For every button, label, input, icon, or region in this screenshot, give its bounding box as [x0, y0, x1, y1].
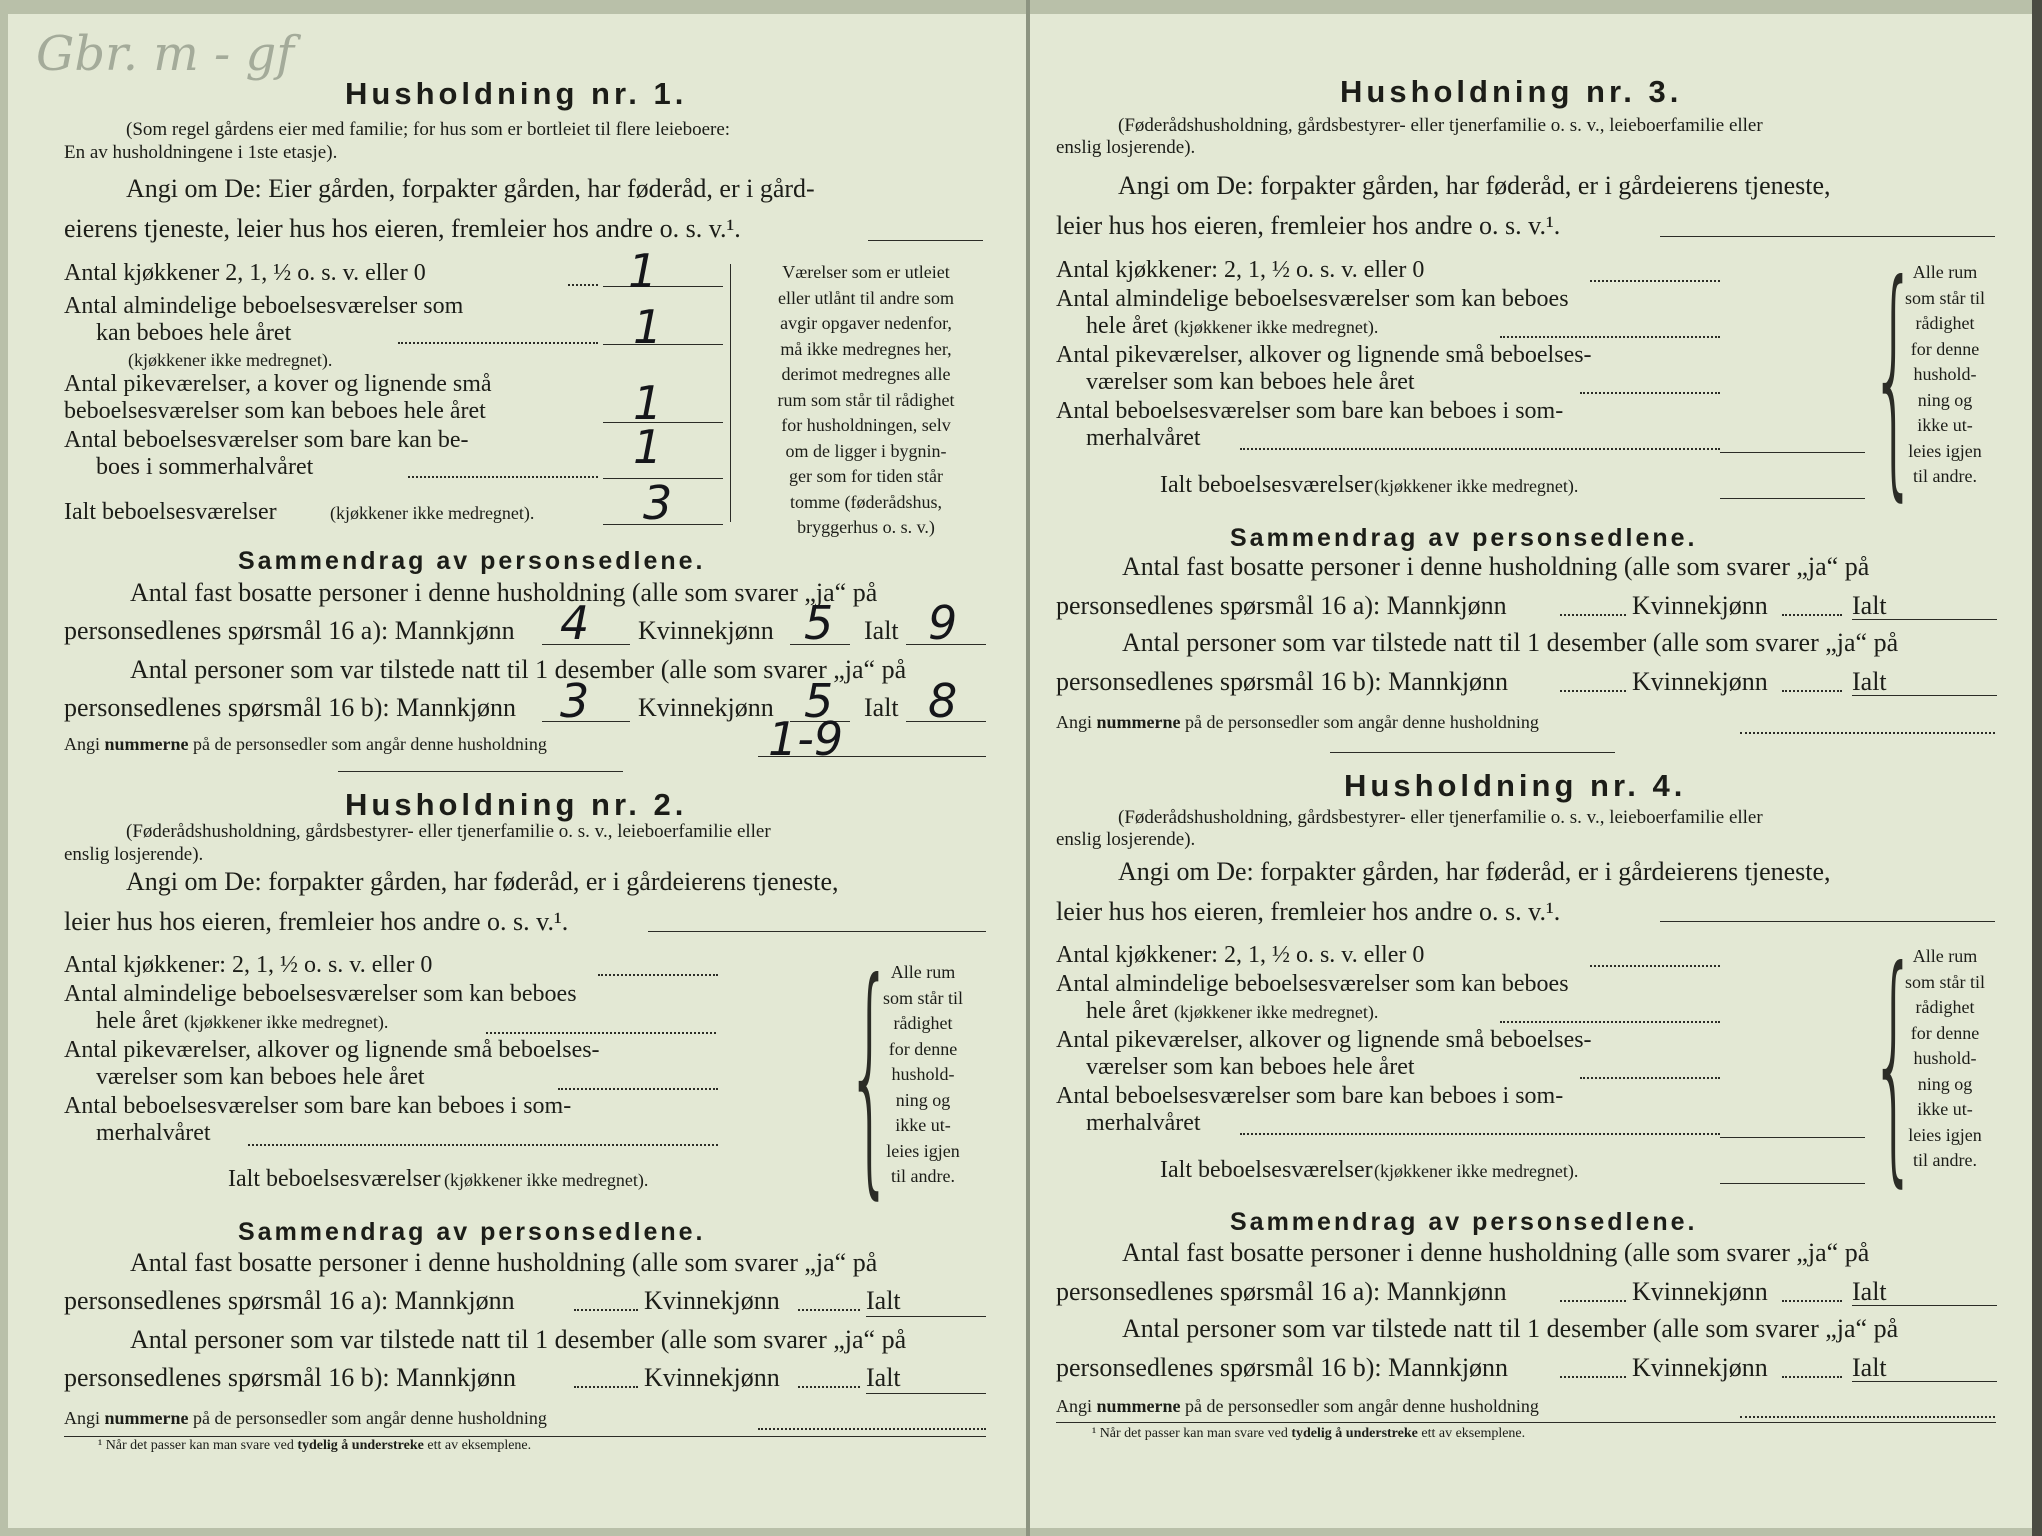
- household-4-s1-l1: Antal fast bosatte personer i denne husholdning (alle som svarer „ja“ på: [1122, 1238, 1870, 1267]
- household-3-s2-l2: personsedlenes spørsmål 16 b): Mannkjønn: [1056, 667, 1509, 696]
- household-4-side-note: Alle rum som står til rådighet for denne hushold- ning og ikke ut- leies igjen til andre.: [1905, 946, 1985, 1170]
- household-1-s2-female: 5: [804, 674, 834, 728]
- left-footnote: ¹ Når det passer kan man svare ved tydelig å understreke ett av eksemplene.: [98, 1438, 532, 1453]
- household-3-title: Husholdning nr. 3.: [1340, 74, 1683, 109]
- household-1-s1-female-label: Kvinnekjønn: [638, 616, 774, 645]
- household-1-side-note: Værelser som er utleiet eller utlånt til andre som avgir opgaver nedenfor, må ikke medregnes her, derimot medregnes alle rum som står til rådighet for husholdningen, selv om de ligger i bygnin- ger som for tiden står tomme (føderådshus, bryggerhus o. s. v.): [777, 262, 955, 537]
- household-4-s1-female-label: Kvinnekjønn: [1632, 1277, 1768, 1306]
- household-1-summer-value: 1: [633, 420, 663, 474]
- household-3-numbers: Angi nummerne på de personsedler som angår denne husholdning: [1056, 712, 1539, 732]
- household-2-s1-l1: Antal fast bosatte personer i denne husholdning (alle som svarer „ja“ på: [130, 1248, 878, 1277]
- household-3-small-label-1: Antal pikeværelser, alkover og lignende små beboelses-: [1056, 342, 1592, 368]
- household-4-total-label: Ialt beboelsesværelser: [1160, 1157, 1373, 1183]
- household-1-note-2: En av husholdningene i 1ste etasje).: [64, 142, 338, 163]
- household-1-numbers: Angi nummerne på de personsedler som angår denne husholdning: [64, 734, 547, 754]
- household-1-s2-l1: Antal personer som var tilstede natt til 1 desember (alle som svarer „ja“ på: [130, 655, 907, 684]
- household-2-side-note: Alle rum som står til rådighet for denne hushold- ning og ikke ut- leies igjen til andre.: [883, 962, 963, 1186]
- household-3-summer-label-2: merhalvåret: [1086, 425, 1201, 451]
- household-1-kitchens-value: 1: [628, 244, 658, 298]
- household-2-title: Husholdning nr. 2.: [345, 787, 688, 822]
- household-3-summer-label-1: Antal beboelsesværelser som bare kan beboes i som-: [1056, 398, 1564, 424]
- household-1-total-note: (kjøkkener ikke medregnet).: [330, 503, 535, 523]
- household-4-title: Husholdning nr. 4.: [1344, 768, 1687, 803]
- household-3-summary-title: Sammendrag av personsedlene.: [1230, 524, 1698, 552]
- household-3-total-note: (kjøkkener ikke medregnet).: [1374, 476, 1579, 496]
- household-3-s1-female-label: Kvinnekjønn: [1632, 591, 1768, 620]
- household-1-summary-title: Sammendrag av personsedlene.: [238, 547, 706, 575]
- household-4-s1-l2: personsedlenes spørsmål 16 a): Mannkjønn: [1056, 1277, 1507, 1306]
- household-3-separator: [1330, 752, 1615, 753]
- household-4-rooms-label-1: Antal almindelige beboelsesværelser som kan beboes: [1056, 971, 1569, 997]
- household-4-kitchens-label: Antal kjøkkener: 2, 1, ½ o. s. v. eller 0: [1056, 942, 1425, 968]
- household-1-s1-male: 4: [560, 596, 590, 650]
- household-1-small-label-2: beboelsesværelser som kan beboes hele året: [64, 398, 486, 424]
- household-2-question-2: leier hus hos eieren, fremleier hos andre o. s. v.¹.: [64, 907, 569, 936]
- household-1-rooms-note: (kjøkkener ikke medregnet).: [128, 350, 333, 370]
- household-1-summer-label-1: Antal beboelsesværelser som bare kan be-: [64, 427, 469, 453]
- household-1-s2-l2: personsedlenes spørsmål 16 b): Mannkjønn: [64, 693, 517, 722]
- household-2-summer-label-2: merhalvåret: [96, 1120, 211, 1146]
- household-1-s1-total: 9: [928, 596, 958, 650]
- household-2-note-2: enslig losjerende).: [64, 844, 204, 865]
- pencil-annotation: Gbr. m - gf: [36, 26, 294, 82]
- household-1-s1-total-label: Ialt: [864, 616, 899, 645]
- household-3-rooms-label-2: hele året (kjøkkener ikke medregnet).: [1086, 313, 1379, 339]
- household-1-s2-total-label: Ialt: [864, 693, 899, 722]
- household-4-s2-l2: personsedlenes spørsmål 16 b): Mannkjønn: [1056, 1353, 1509, 1382]
- household-4-summer-label-1: Antal beboelsesværelser som bare kan beboes i som-: [1056, 1083, 1564, 1109]
- right-footnote: ¹ Når det passer kan man svare ved tydelig å understreke ett av eksemplene.: [1092, 1426, 1526, 1441]
- household-4-small-label-2: værelser som kan beboes hele året: [1086, 1054, 1415, 1080]
- household-1-s2-total: 8: [928, 674, 958, 728]
- household-1-small-value: 1: [633, 376, 663, 430]
- household-3-small-label-2: værelser som kan beboes hele året: [1086, 369, 1415, 395]
- household-4-summary-title: Sammendrag av personsedlene.: [1230, 1208, 1698, 1236]
- household-4-question-1: Angi om De: forpakter gården, har føderåd, er i gårdeierens tjeneste,: [1118, 857, 1831, 886]
- household-3-s2-female-label: Kvinnekjønn: [1632, 667, 1768, 696]
- household-4-s2-female-label: Kvinnekjønn: [1632, 1353, 1768, 1382]
- household-4-small-label-1: Antal pikeværelser, alkover og lignende små beboelses-: [1056, 1027, 1592, 1053]
- household-1-question-1: Angi om De: Eier gården, forpakter gården, har føderåd, er i gård-: [126, 174, 815, 203]
- household-4-rooms-label-2: hele året (kjøkkener ikke medregnet).: [1086, 998, 1379, 1024]
- household-1-s2-female-label: Kvinnekjønn: [638, 693, 774, 722]
- household-2-small-label-1: Antal pikeværelser, alkover og lignende små beboelses-: [64, 1037, 600, 1063]
- household-2-s2-total-label: Ialt: [866, 1363, 901, 1392]
- household-2-small-label-2: værelser som kan beboes hele året: [96, 1064, 425, 1090]
- household-2-s2-l2: personsedlenes spørsmål 16 b): Mannkjønn: [64, 1363, 517, 1392]
- household-1-rooms-label-2: kan beboes hele året: [96, 320, 292, 346]
- household-1-kitchens-label: Antal kjøkkener 2, 1, ½ o. s. v. eller 0: [64, 260, 426, 286]
- household-1-s2-male: 3: [560, 674, 590, 728]
- household-3-s2-total-label: Ialt: [1852, 667, 1887, 696]
- household-2-s2-l1: Antal personer som var tilstede natt til 1 desember (alle som svarer „ja“ på: [130, 1325, 907, 1354]
- household-4-s1-total-label: Ialt: [1852, 1277, 1887, 1306]
- household-1-total-label: Ialt beboelsesværelser: [64, 499, 277, 525]
- household-1-small-label-1: Antal pikeværelser, a kover og lignende små: [64, 371, 492, 397]
- household-2-question-1: Angi om De: forpakter gården, har føderåd, er i gårdeierens tjeneste,: [126, 867, 839, 896]
- household-3-side-note: Alle rum som står til rådighet for denne hushold- ning og ikke ut- leies igjen til andre.: [1905, 262, 1985, 486]
- household-3-note-2: enslig losjerende).: [1056, 137, 1196, 158]
- household-1-rooms-label-1: Antal almindelige beboelsesværelser som: [64, 293, 464, 319]
- household-2-note-1: (Føderådshusholdning, gårdsbestyrer- eller tjenerfamilie o. s. v., leieboerfamilie eller: [126, 821, 771, 842]
- household-1-s1-l2: personsedlenes spørsmål 16 a): Mannkjønn: [64, 616, 515, 645]
- household-1-numbers-value: 1-9: [768, 712, 844, 766]
- household-3-question-2: leier hus hos eieren, fremleier hos andre o. s. v.¹.: [1056, 211, 1561, 240]
- household-4-numbers: Angi nummerne på de personsedler som angår denne husholdning: [1056, 1396, 1539, 1416]
- household-3-s1-l2: personsedlenes spørsmål 16 a): Mannkjønn: [1056, 591, 1507, 620]
- household-4-question-2: leier hus hos eieren, fremleier hos andre o. s. v.¹.: [1056, 897, 1561, 926]
- household-4-summer-label-2: merhalvåret: [1086, 1110, 1201, 1136]
- household-2-s1-l2: personsedlenes spørsmål 16 a): Mannkjønn: [64, 1286, 515, 1315]
- household-4-s2-l1: Antal personer som var tilstede natt til 1 desember (alle som svarer „ja“ på: [1122, 1314, 1899, 1343]
- household-2-s2-female-label: Kvinnekjønn: [644, 1363, 780, 1392]
- household-2-s1-total-label: Ialt: [866, 1286, 901, 1315]
- right-page: Husholdning nr. 3. (Føderådshusholdning, gårdsbestyrer- eller tjenerfamilie o. s. v., leieboerfamilie eller enslig losjerende). Angi om De: forpakter gården, har føderåd, er i gårdeierens tjeneste, leier hus hos eieren, fremleier hos andre o. s. v.¹. Antal kjøkkener: 2, 1, ½ o. s. v. eller 0 Antal almindelige beboelsesværelser som kan beboes hele året (kjøkkener ikke medregnet). Antal pikeværelser, alkover og lignende små beboelses- værelser som kan beboes hele året Antal beboelsesværelser som bare kan beboes i som- merhalvåret Ialt beboelsesværelser (kjøkkener ikke medregnet). { Alle rum som står til rådighet for denne hushold- ning og ikke ut- leies igjen til andre. Sammendrag av personsedlene. Antal fast bosatte personer i denne husholdning (alle som svarer „ja“ på personsedlenes spørsmål 16 a): Mannkjønn Kvinnekjønn Ialt Antal personer som var tilstede natt til 1 desember (alle som svarer „ja“ på personsedlenes spørsmål 16 b): Mannkjønn Kvinnekjønn Ialt Angi nummerne på de personsedler som angår denne husholdning Husholdning nr. 4. (Føderådshusholdning, gårdsbestyrer- eller tjenerfamilie o. s. v., leieboerfamilie eller enslig losjerende). Angi om De: forpakter gården, har føderåd, er i gårdeierens tjeneste, leier hus hos eieren, fremleier hos andre o. s. v.¹. Antal kjøkkener: 2, 1, ½ o. s. v. eller 0 Antal almindelige beboelsesværelser som kan beboes hele året (kjøkkener ikke medregnet). Antal pikeværelser, alkover og lignende små beboelses- værelser som kan beboes hele året Antal beboelsesværelser som bare kan beboes i som- merhalvåret Ialt beboelsesværelser (kjøkkener ikke medregnet). { Alle rum som står til rådighet for denne hushold- ning og ikke ut- leies igjen til andre. Sammendrag av personsedlene. Antal fast bosatte personer i denne husholdning (alle som svarer „ja“ på personsedlenes spørsmål 16 a): Mannkjønn Kvinnekjønn Ialt Antal personer som var tilstede natt til 1 desember (alle som svarer „ja“ på personsedlenes spørsmål 16 b): Mannkjønn Kvinnekjønn Ialt Angi nummerne på de personsedler som angår denne husholdning ¹ Når det passer kan man svare ved tydelig å understreke ett av eksemplene.: [1030, 14, 2032, 1528]
- household-3-question-1: Angi om De: forpakter gården, har føderåd, er i gårdeierens tjeneste,: [1118, 171, 1831, 200]
- household-1-s1-l1: Antal fast bosatte personer i denne husholdning (alle som svarer „ja“ på: [130, 578, 878, 607]
- household-2-summary-title: Sammendrag av personsedlene.: [238, 1218, 706, 1246]
- household-2-total-note: (kjøkkener ikke medregnet).: [444, 1170, 649, 1190]
- household-1-s1-female: 5: [804, 596, 834, 650]
- household-4-note-2: enslig losjerende).: [1056, 829, 1196, 850]
- household-2-kitchens-label: Antal kjøkkener: 2, 1, ½ o. s. v. eller 0: [64, 952, 433, 978]
- page-edge: [2032, 0, 2042, 1536]
- household-3-kitchens-label: Antal kjøkkener: 2, 1, ½ o. s. v. eller 0: [1056, 257, 1425, 283]
- household-2-total-label: Ialt beboelsesværelser: [228, 1166, 441, 1192]
- household-4-total-note: (kjøkkener ikke medregnet).: [1374, 1161, 1579, 1181]
- household-1-total-value: 3: [643, 476, 673, 530]
- household-1-separator: [338, 771, 623, 772]
- household-3-s2-l1: Antal personer som var tilstede natt til 1 desember (alle som svarer „ja“ på: [1122, 628, 1899, 657]
- household-4-s2-total-label: Ialt: [1852, 1353, 1887, 1382]
- household-2-s1-female-label: Kvinnekjønn: [644, 1286, 780, 1315]
- household-4-note-1: (Føderådshusholdning, gårdsbestyrer- eller tjenerfamilie o. s. v., leieboerfamilie eller: [1118, 807, 1763, 828]
- household-2-rooms-label-1: Antal almindelige beboelsesværelser som kan beboes: [64, 981, 577, 1007]
- household-3-total-label: Ialt beboelsesværelser: [1160, 472, 1373, 498]
- household-2-summer-label-1: Antal beboelsesværelser som bare kan beboes i som-: [64, 1093, 572, 1119]
- household-2-rooms-label-2: hele året (kjøkkener ikke medregnet).: [96, 1008, 389, 1034]
- household-3-note-1: (Føderådshusholdning, gårdsbestyrer- eller tjenerfamilie o. s. v., leieboerfamilie eller: [1118, 115, 1763, 136]
- left-page: Gbr. m - gf Husholdning nr. 1. (Som regel gårdens eier med familie; for hus som er bortleiet til flere leieboere: En av husholdningene i 1ste etasje). Angi om De: Eier gården, forpakter gården, har føderåd, er i gård- eierens tjeneste, leier hus hos eieren, fremleier hos andre o. s. v.¹. Antal kjøkkener 2, 1, ½ o. s. v. eller 0 1 Antal almindelige beboelsesværelser som kan beboes hele året 1 (kjøkkener ikke medregnet). Antal pikeværelser, a kover og lignende små beboelsesværelser som kan beboes hele året 1 Antal beboelsesværelser som bare kan be- boes i sommerhalvåret 1 Ialt beboelsesværelser (kjøkkener ikke medregnet). 3 Værelser som er utleiet eller utlånt til andre som avgir opgaver nedenfor, må ikke medregnes her, derimot medregnes alle rum som står til rådighet for husholdningen, selv om de ligger i bygnin- ger som for tiden står tomme (føderådshus, bryggerhus o. s. v.) Sammendrag av personsedlene. Antal fast bosatte personer i denne husholdning (alle som svarer „ja“ på personsedlenes spørsmål 16 a): Mannkjønn 4 Kvinnekjønn 5 Ialt 9 Antal personer som var tilstede natt til 1 desember (alle som svarer „ja“ på personsedlenes spørsmål 16 b): Mannkjønn 3 Kvinnekjønn 5 Ialt 8 Angi nummerne på de personsedler som angår denne husholdning 1-9 Husholdning nr. 2. (Føderådshusholdning, gårdsbestyrer- eller tjenerfamilie o. s. v., leieboerfamilie eller enslig losjerende). Angi om De: forpakter gården, har føderåd, er i gårdeierens tjeneste, leier hus hos eieren, fremleier hos andre o. s. v.¹. Antal kjøkkener: 2, 1, ½ o. s. v. eller 0 Antal almindelige beboelsesværelser som kan beboes hele året (kjøkkener ikke medregnet). Antal pikeværelser, alkover og lignende små beboelses- værelser som kan beboes hele året Antal beboelsesværelser som bare kan beboes i som- merhalvåret Ialt beboelsesværelser (kjøkkener ikke medregnet). { Alle rum som står til rådighet for denne hushold- ning og ikke ut- leies igjen til andre. Sammendrag av personsedlene. Antal fast bosatte personer i denne husholdning (alle som svarer „ja“ på personsedlenes spørsmål 16 a): Mannkjønn Kvinnekjønn Ialt Antal personer som var tilstede natt til 1 desember (alle som svarer „ja“ på personsedlenes spørsmål 16 b): Mannkjønn Kvinnekjønn Ialt Angi nummerne på de personsedler som angår denne husholdning ¹ Når det passer kan man svare ved tydelig å understreke ett av eksemplene.: [8, 14, 1026, 1528]
- household-2-numbers: Angi nummerne på de personsedler som angår denne husholdning: [64, 1408, 547, 1428]
- household-1-question-2: eierens tjeneste, leier hus hos eieren, fremleier hos andre o. s. v.¹.: [64, 214, 741, 243]
- household-3-s1-total-label: Ialt: [1852, 591, 1887, 620]
- household-3-rooms-label-1: Antal almindelige beboelsesværelser som kan beboes: [1056, 286, 1569, 312]
- household-1-title: Husholdning nr. 1.: [345, 76, 688, 111]
- household-1-summer-label-2: boes i sommerhalvåret: [96, 454, 314, 480]
- household-1-rooms-value: 1: [633, 300, 663, 354]
- household-1-note-1: (Som regel gårdens eier med familie; for hus som er bortleiet til flere leieboere:: [126, 119, 731, 140]
- household-3-s1-l1: Antal fast bosatte personer i denne husholdning (alle som svarer „ja“ på: [1122, 552, 1870, 581]
